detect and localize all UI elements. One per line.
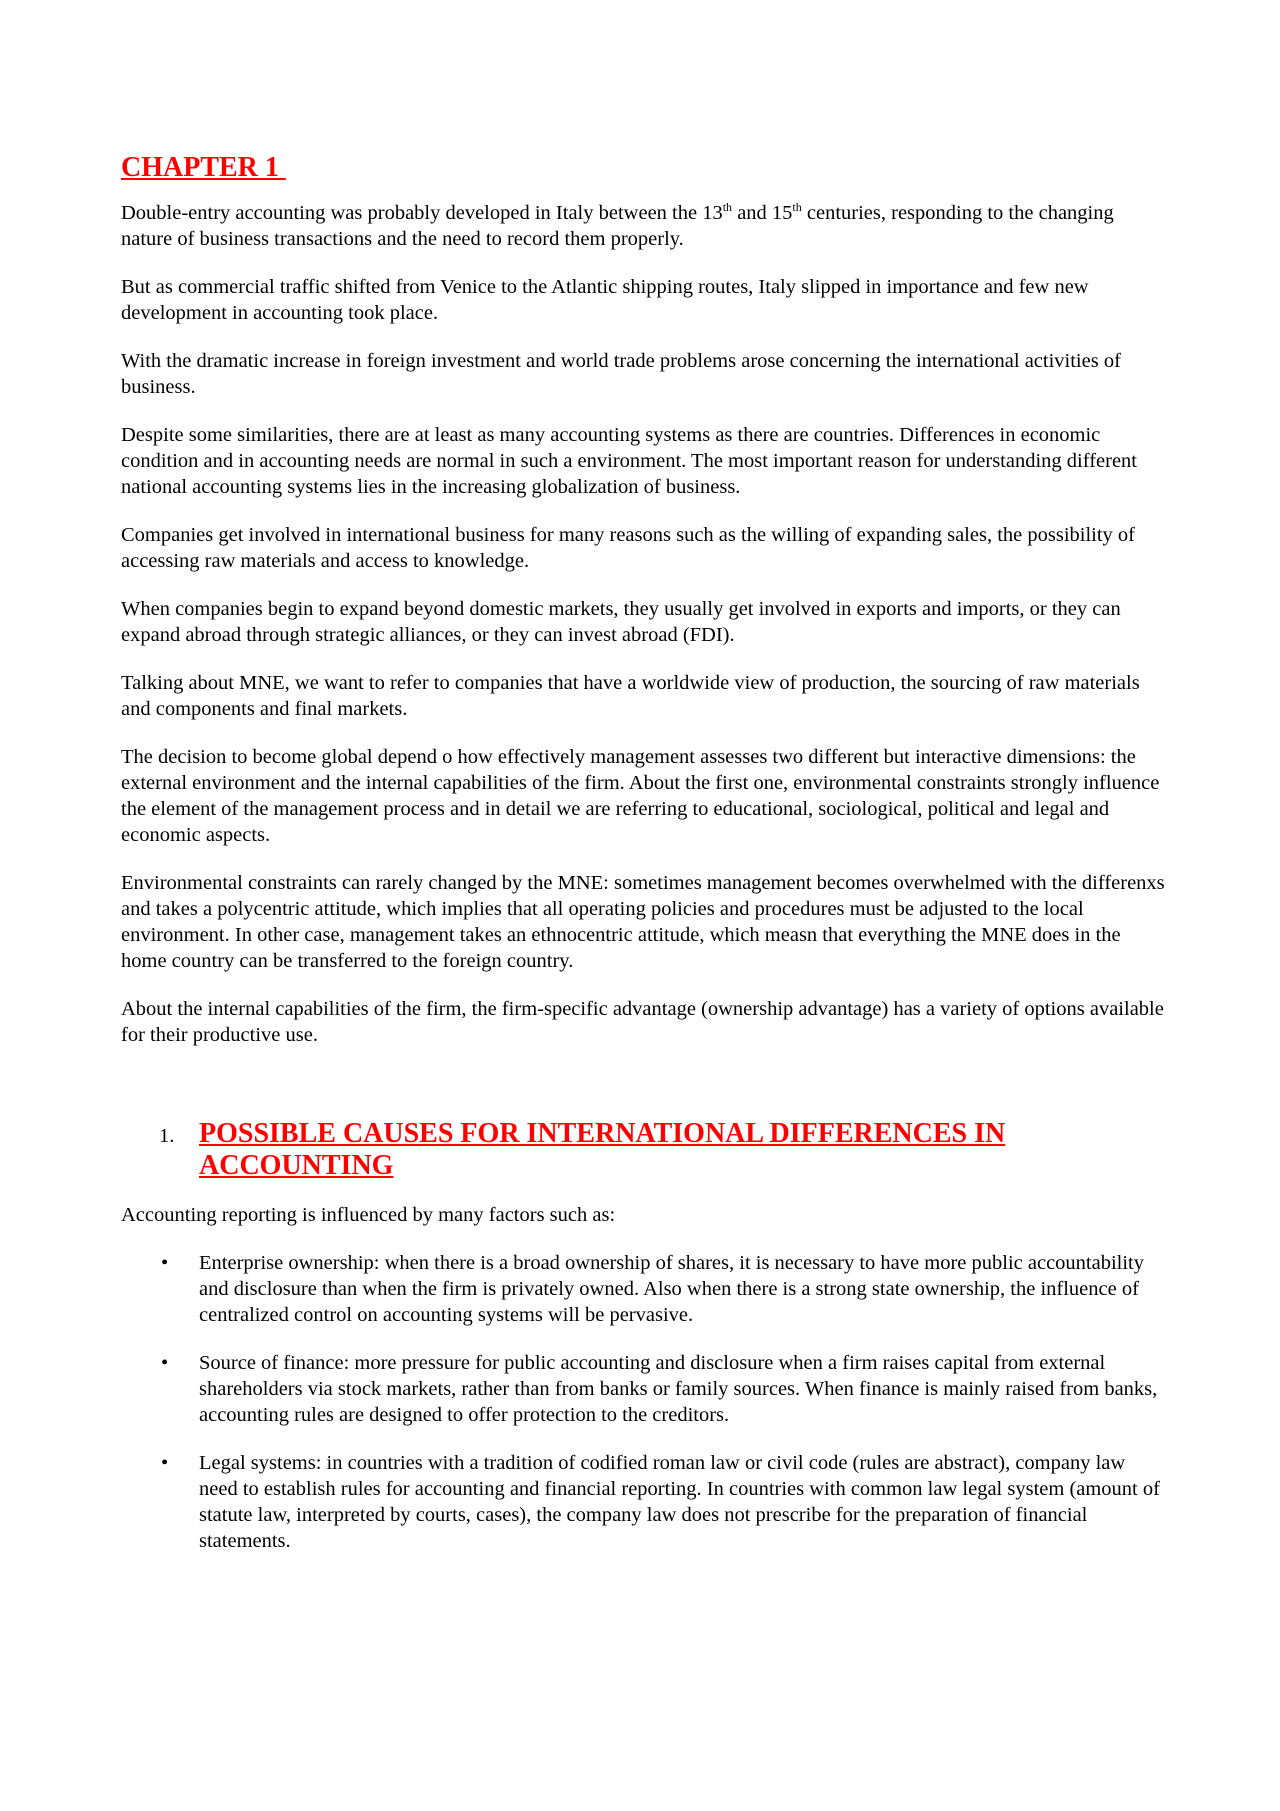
paragraph-2: But as commercial traffic shifted from Venice to the Atlantic shipping routes, Italy slipped in importance and few new development in accounting took place.	[121, 276, 1089, 324]
section-number-wrap	[121, 1118, 199, 1182]
paragraph-6: When companies begin to expand beyond domestic markets, they usually get involved in exports and imports, or they can expand abroad through strategic alliances, or they can invest abroad (FDI).	[121, 598, 1121, 646]
text-run: and 15	[732, 202, 793, 224]
paragraph-5: Companies get involved in international business for many reasons such as the willing of expanding sales, the possibility of accessing raw materials and access to knowledge.	[121, 524, 1136, 572]
bullet-icon: •	[161, 1252, 169, 1274]
paragraph-1	[121, 200, 1166, 252]
paragraph-10: About the internal capabilities of the firm, the firm-specific advantage (ownership advantage) has a variety of options available for their productive use.	[121, 998, 1164, 1046]
bullet-icon: •	[161, 1352, 169, 1374]
list-item	[121, 1350, 1166, 1428]
section-heading	[121, 1118, 1166, 1182]
list-item-text: Source of finance: more pressure for public accounting and disclosure when a firm raises capital from external shareholders via stock markets, rather than from banks or family sources. When finance is mainly raised from banks, accounting rules are designed to offer protection to the creditors.	[199, 1352, 1158, 1426]
bullet-icon: •	[161, 1452, 169, 1474]
superscript: th	[722, 200, 733, 215]
paragraph-3: With the dramatic increase in foreign investment and world trade problems arose concerning the international activities of business.	[121, 350, 1121, 398]
section-number: 1.	[159, 1125, 175, 1147]
list-item	[121, 1450, 1166, 1554]
document-page	[121, 150, 1166, 1576]
text-run: Double-entry accounting was probably developed in Italy between the 13	[121, 202, 723, 224]
section-intro: Accounting reporting is influenced by many factors such as:	[121, 1204, 616, 1226]
list-item-text: Enterprise ownership: when there is a broad ownership of shares, it is necessary to have more public accountability and disclosure than when the firm is privately owned. Also when there is a strong state ownership, the influence of centralized control on accounting systems will be pervasive.	[199, 1252, 1144, 1326]
list-item	[121, 1250, 1166, 1328]
list-item-text: Legal systems: in countries with a tradition of codified roman law or civil code (rules are abstract), company law need to establish rules for accounting and financial reporting. In countries with common law legal system (amount of statute law, interpreted by courts, cases), the company law does not prescribe for the preparation of financial statements.	[199, 1452, 1160, 1552]
section-title: POSSIBLE CAUSES FOR INTERNATIONAL DIFFERENCES IN ACCOUNTING	[199, 1118, 1006, 1181]
factors-list	[121, 1250, 1166, 1554]
paragraph-4: Despite some similarities, there are at least as many accounting systems as there are countries. Differences in economic condition and in accounting needs are normal in such a environment. The most important reason for understanding different national accounting systems lies in the increasing globalization of business.	[121, 424, 1137, 498]
superscript: th	[792, 200, 802, 215]
chapter-title: CHAPTER 1	[121, 152, 286, 183]
paragraph-9: Environmental constraints can rarely changed by the MNE: sometimes management becomes overwhelmed with the differenxs and takes a polycentric attitude, which implies that all operating policies and procedures must be adjusted to the local environment. In other case, management takes an ethnocentric attitude, which measn that everything the MNE does in the home country can be transferred to the foreign country.	[121, 872, 1165, 972]
paragraph-8: The decision to become global depend o how effectively management assesses two different but interactive dimensions: the external environment and the internal capabilities of the firm. About the first one, environmental constraints strongly influence the element of the management process and in detail we are referring to educational, sociological, political and legal and economic aspects.	[121, 746, 1160, 846]
text-run: centuries, responding to the changing nature of business transactions and the need to record them properly.	[121, 202, 1114, 250]
paragraph-7: Talking about MNE, we want to refer to companies that have a worldwide view of production, the sourcing of raw materials and components and final markets.	[121, 672, 1140, 720]
